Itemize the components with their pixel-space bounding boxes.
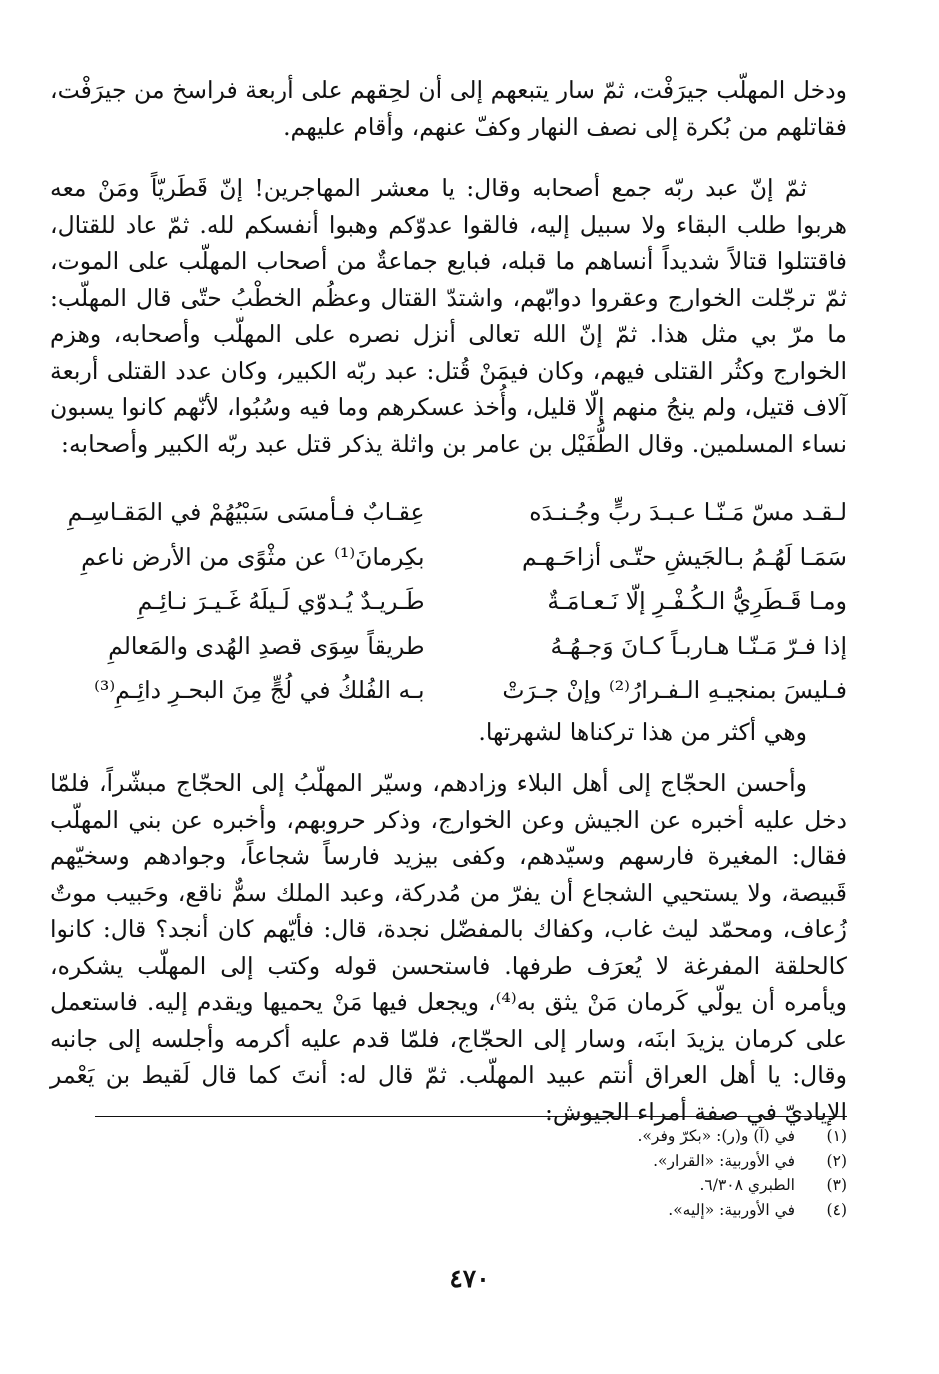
verse-first-hemistich: فـليسَ بمنجيـهِ الـفـرارُ⁽²⁾ وإنْ جـرَتْ [502, 676, 847, 704]
footnote-number: (٣) [826, 1176, 847, 1194]
footnote-number: (٤) [826, 1200, 847, 1219]
verse-second-hemistich: طَـريـدٌ يُـدوّي لَـيلَهُ غَـيـرَ نـائِـمِ [137, 587, 425, 615]
footnote [347, 1124, 847, 1149]
poem-verse [50, 579, 847, 624]
paragraph-2 [50, 170, 847, 462]
footnote-divider [95, 1116, 847, 1117]
paragraph-text: ثمّ إنّ عبد ربّه جمع أصحابه وقال: يا معشر المهاجرين! إنّ قَطَريّاً ومَنْ معه هربوا طلب البقاء ولا سبيل إليه، فالقوا عدوّكم وهبوا أنفسكم لله. ثمّ عاد للقتال، فاقتتلوا قتالاً شديداً أنساهم ما قبله، فبايع جماعةٌ من أصحاب المهلّب على الموت، ثمّ ترجّلت الخوارج وعقروا دوابّهم، واشتدّ القتال وعظُم الخطْبُ حتّى قال المهلّب: ما مرّ بي مثل هذا. ثمّ إنّ الله تعالى أنزل نصره على المهلّب وأصحابه، وهزم الخوارج وكثُر القتلى فيهم، وكان فيمَنْ قُتل: عبد ربّه الكبير، وكان عدد القتلى أربعة آلاف قتيل، ولم ينجُ منهم إلّا قليل، وأُخذ عسكرهم وما فيه وسُبُوا، لأنّهم كانوا يسبون نساء المسلمين. وقال الطُّفَيْل بن عامر بن واثلة يذكر قتل عبد ربّه الكبير وأصحابه: [50, 174, 847, 458]
footnote [347, 1173, 847, 1198]
page-number: ٤٧٠ [449, 1264, 490, 1293]
verse-second-hemistich: طريقاً سِوَى قصدِ الهُدى والمَعالمِ [108, 631, 425, 660]
poem-verse [50, 668, 847, 713]
paragraph-1 [50, 72, 847, 145]
footnote-text: في الأوربية: «القرار». [653, 1151, 795, 1170]
poem-verse [50, 624, 847, 669]
footnote-text: في الأوربية: «إليه». [668, 1200, 795, 1219]
paragraph-3 [50, 714, 847, 751]
paragraph-text: ودخل المهلّب جيرَفْت، ثمّ سار يتبعهم إلى أن لحِقهم على أربعة فراسخ من جيرَفْت، فقاتلهم من بُكرة إلى نصف النهار وكفّ عنهم، وأقام عليهم. [50, 76, 847, 141]
poem-verse [50, 535, 847, 580]
paragraph-text: وهي أكثر من هذا تركناها لشهرتها. [478, 718, 807, 746]
paragraph-4 [50, 765, 847, 1130]
verse-second-hemistich: بـه الفُلكُ في لُجٍّ مِنَ البحـرِ دائِـمِ⁽³⁾ [94, 676, 425, 704]
verse-second-hemistich: عِقـابٌ فـأمسَى سَبْيُهُمْ في المَقـاسِـمِ [67, 498, 425, 526]
footnote [347, 1198, 847, 1223]
footnote-number: (٢) [826, 1151, 847, 1170]
verse-second-hemistich: بكِرمانَ⁽¹⁾ عن مثْوًى من الأرض ناعمِ [81, 542, 425, 571]
verse-first-hemistich: ومـا قَـطَرِيُّ الـكُـفْـرِ إلّا نَـعـامَـةٌ [547, 587, 847, 615]
footnote-text: في (آ) و(ر): «بكرّ وفر». [637, 1127, 795, 1145]
poem [50, 490, 847, 713]
footnote [347, 1149, 847, 1174]
footnote-text: الطبري ٦/٣٠٨. [699, 1176, 795, 1194]
paragraph-text: وأحسن الحجّاج إلى أهل البلاء وزادهم، وسيّر المهلّبُ إلى الحجّاج مبشّراً، فلمّا دخل عليه أخبره عن الجيش وعن الخوارج، وذكر حروبهم، وأخبره عن بني المهلّب فقال: المغيرة فارسهم وسيّدهم، وكفى بيزيد فارساً شجاعاً، وجوادهم وسخيّهم قَبيصة، ولا يستحيي الشجاع أن يفرّ من مُدركة، وعبد الملك سمٌّ ناقع، وحَبيب موتٌ زُعاف، ومحمّد ليث غاب، وكفاك بالمفضّل نجدة، قال: فأيّهم كان أنجد؟ قال: كانوا كالحلقة المفرغة لا يُعرَف طرفها. فاستحسن قوله وكتب إلى المهلّب يشكره، ويأمره أن يولّي كَرمان مَنْ يثق به⁽⁴⁾، ويجعل فيها مَنْ يحميها ويقدم إليه. فاستعمل على كرمان يزيدَ ابنَه، وسار إلى الحجّاج، فلمّا قدم عليه أكرمه وأجلسه إلى جانبه وقال: يا أهل العراق أنتم عبيد المهلّب. ثمّ قال له: أنتَ كما قال لَقيط بن يَعْمر الإياديّ في صفة أمراء الجيوش: [50, 769, 847, 1126]
poem-verse [50, 490, 847, 535]
verse-first-hemistich: لـقـد مسّ مَـنّـا عـبـدَ ربٍّ وجُـنـدَه [529, 498, 847, 526]
footnote-number: (١) [826, 1127, 847, 1145]
verse-first-hemistich: سَمَـا لَهُـمُ بـالجَيشِ حتّـى أزاحَـهـم [522, 542, 847, 571]
verse-first-hemistich: إذا فـرّ مَـنّـا هـاربـاً كـانَ وَجـهُـهُ [550, 631, 847, 660]
footnotes [347, 1124, 847, 1222]
